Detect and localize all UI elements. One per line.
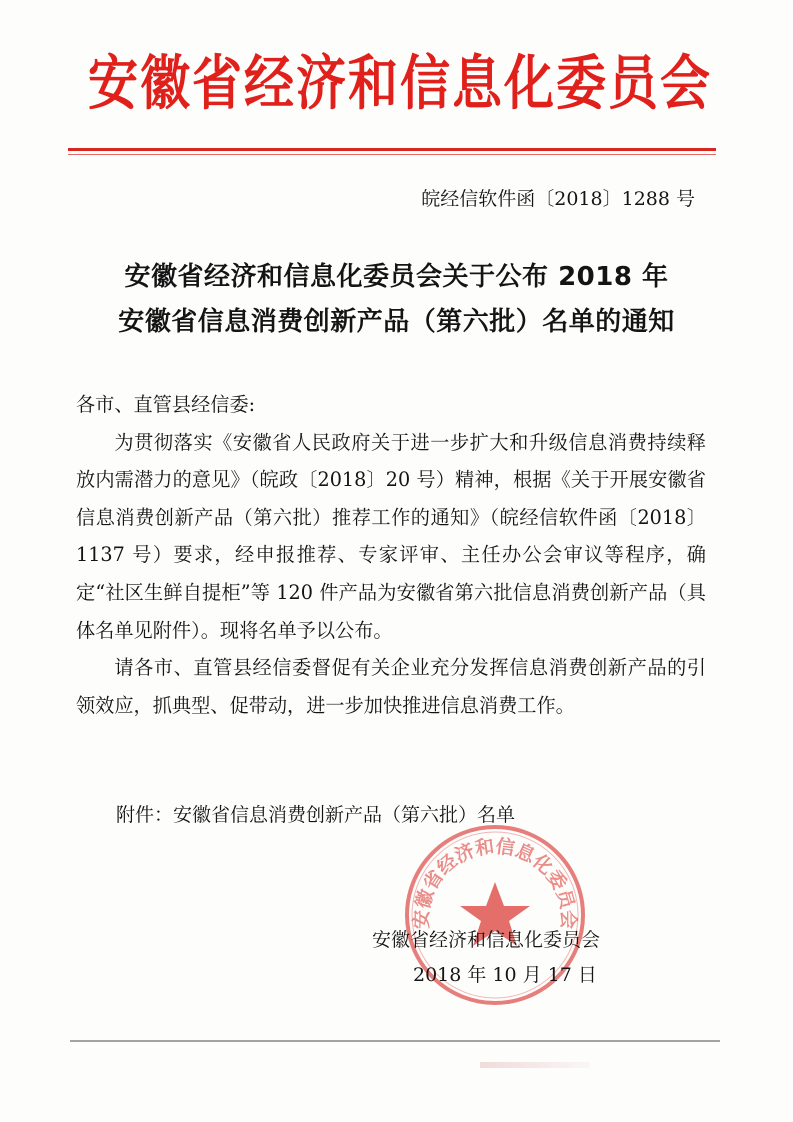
signature-date: 2018 年 10 月 17 日 (413, 964, 597, 986)
seal-ring-text: 安徽省经济和信息化委员会 (410, 835, 580, 930)
body-paragraph-2: 请各市、直管县经信委督促有关企业充分发挥信息消费创新产品的引领效应，抓典型、促带动，进一步加快推进信息消费工作。 (76, 656, 706, 717)
notice-body (76, 386, 706, 724)
masthead-red-rule (68, 148, 716, 151)
notice-title-line-2: 安徽省信息消费创新产品（第六批）名单的通知 (118, 307, 675, 337)
footer-scan-marks (480, 1062, 590, 1068)
salutation: 各市、直管县经信委: (76, 393, 256, 416)
notice-title (40, 255, 753, 345)
attachment-line: 附件：安徽省信息消费创新产品（第六批）名单 (116, 804, 516, 826)
masthead-title: 安徽省经济和信息化委员会 (88, 48, 712, 118)
document-number: 皖经信软件函〔2018〕1288 号 (421, 188, 695, 210)
footer-rule (70, 1040, 720, 1042)
notice-title-line-1: 安徽省经济和信息化委员会关于公布 2018 年 (124, 262, 669, 292)
signature-issuer: 安徽省经济和信息化委员会 (372, 929, 601, 951)
masthead-red-rule-thin (68, 154, 716, 155)
body-paragraph-1: 为贯彻落实《安徽省人民政府关于进一步扩大和升级信息消费持续释放内需潜力的意见》（皖政〔2018〕20 号）精神，根据《关于开展安徽省信息消费创新产品（第六批）推荐工作的通知》（皖经信软件函〔2018〕1137 号）要求，经申报推荐、专家评审、主任办公会审议等程序，确定“社区生鲜自提柜”等 120 件产品为安徽省第六批信息消费创新产品（具体名单见附件）。现将名单予以公布。 (76, 430, 706, 642)
